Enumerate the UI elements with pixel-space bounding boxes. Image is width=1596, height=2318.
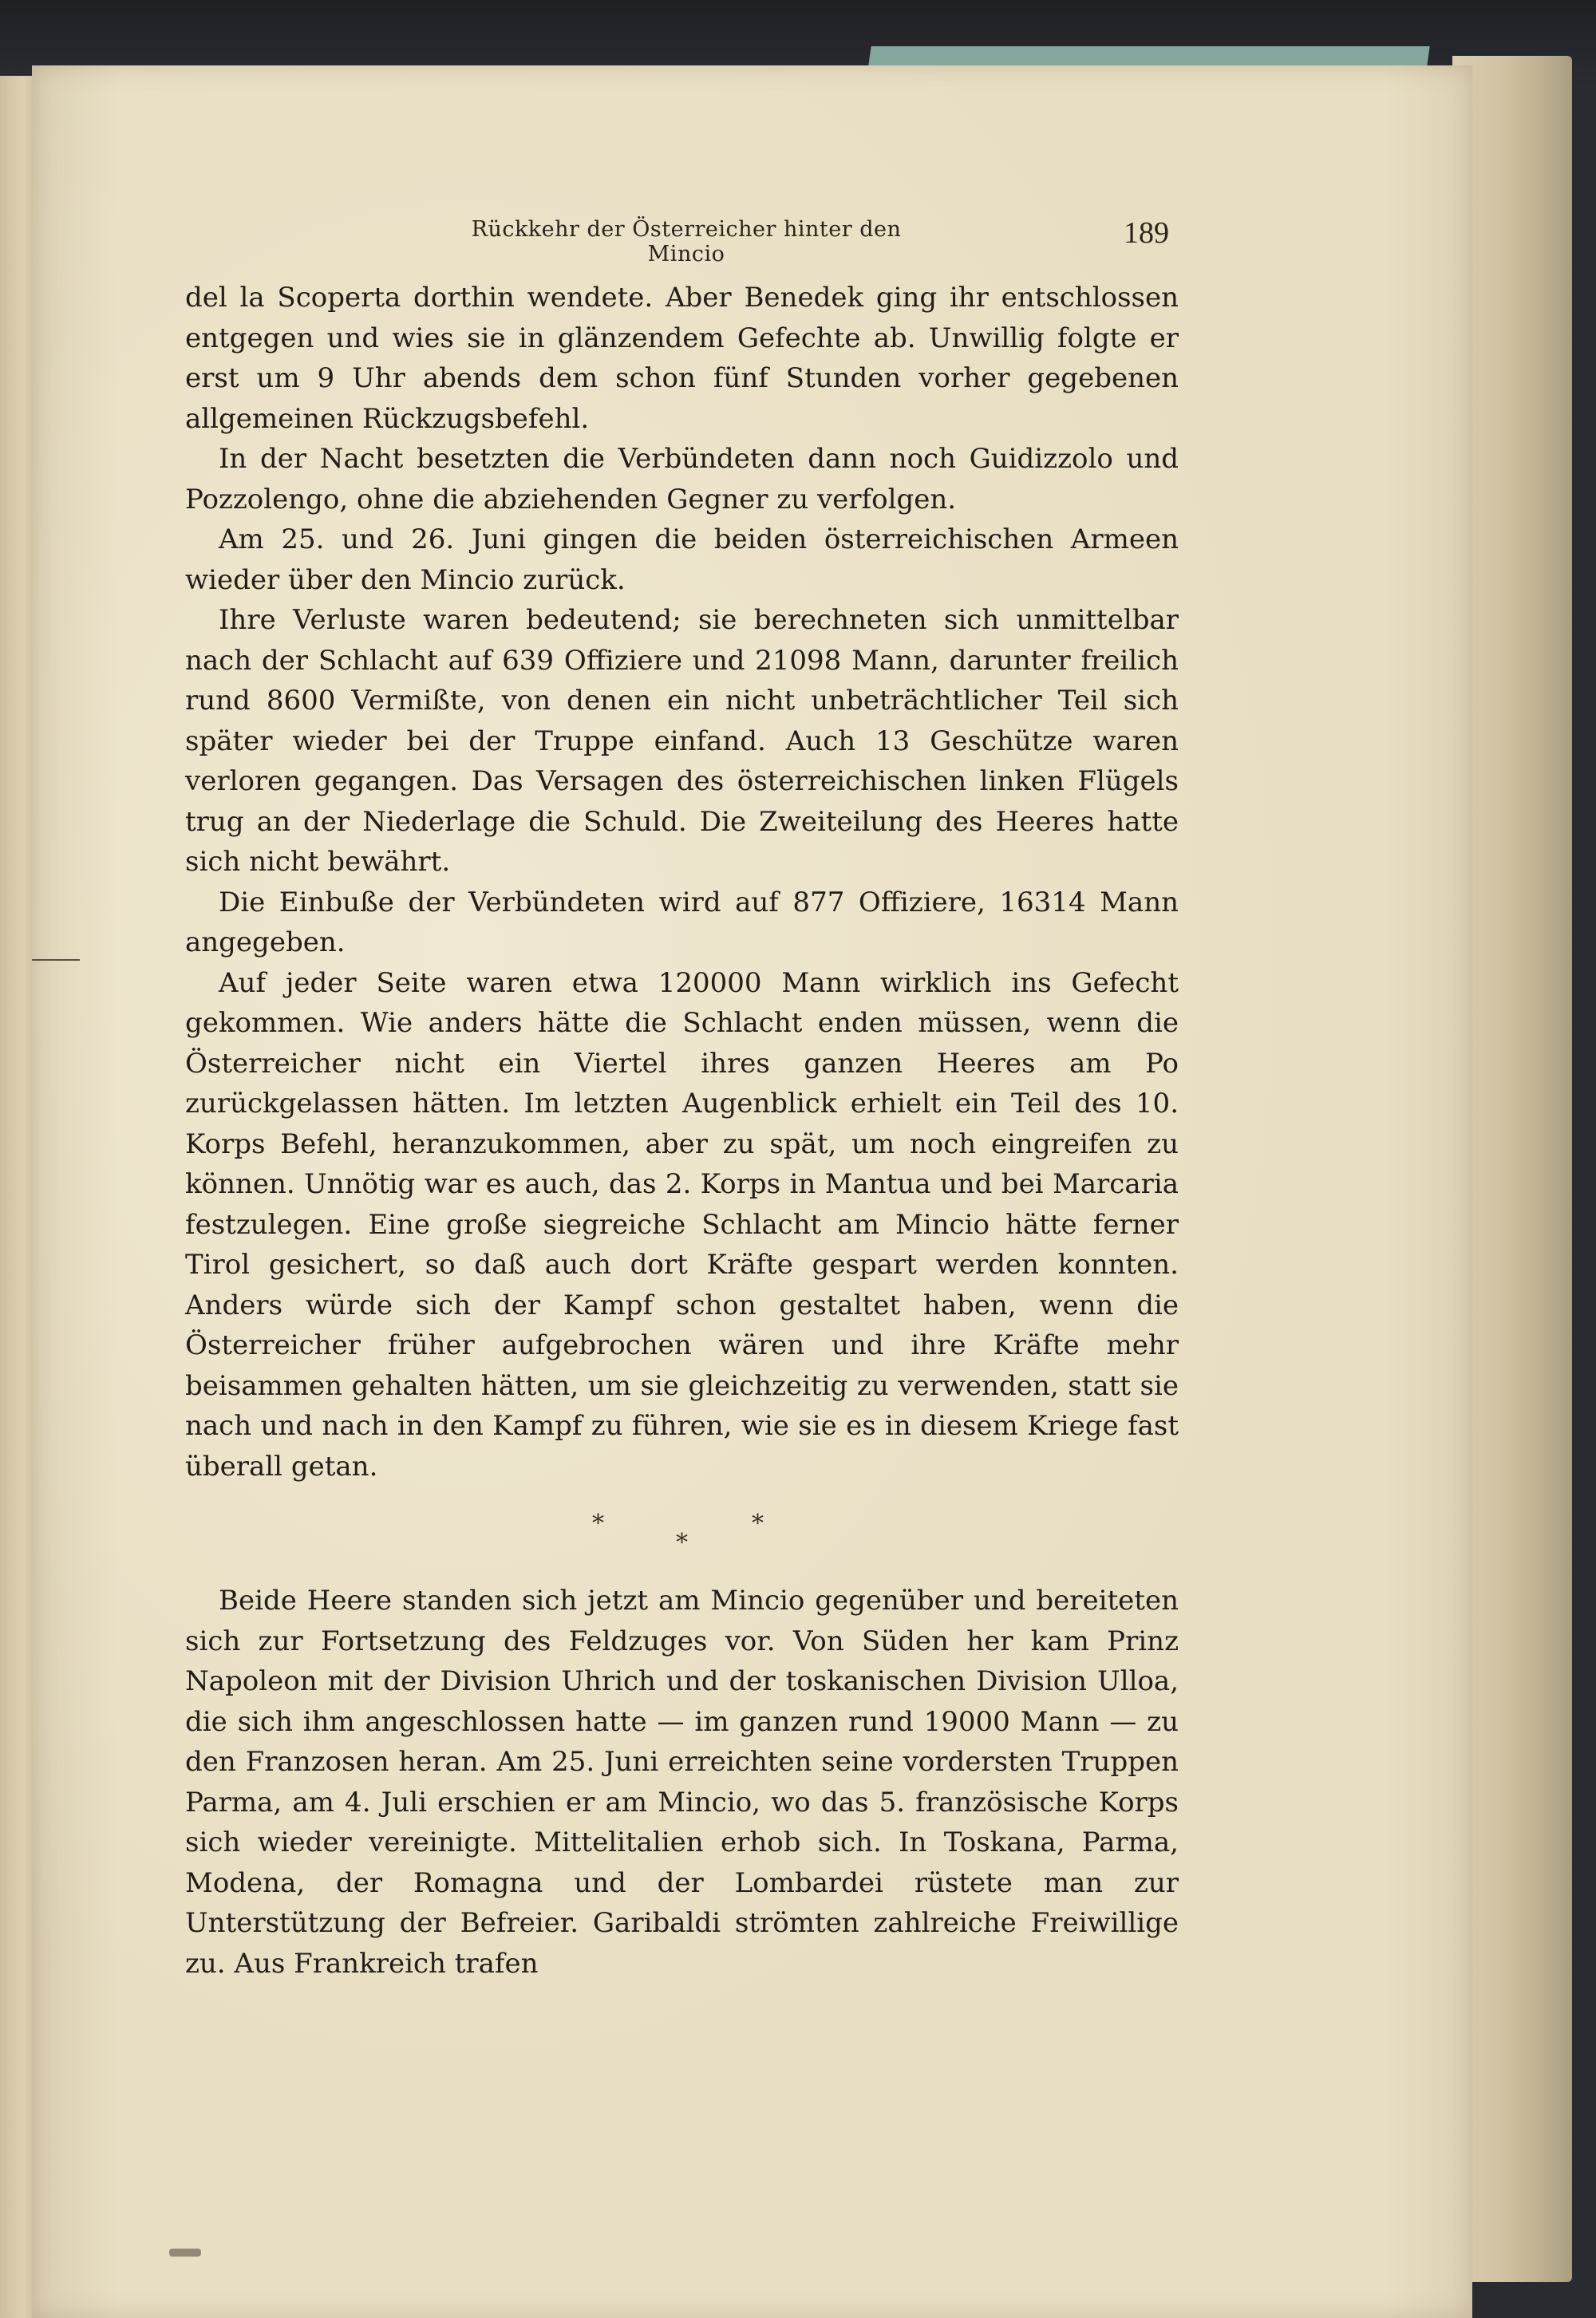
asterisk: * xyxy=(752,1510,764,1538)
paragraph: In der Nacht besetzten die Verbündeten dann noch Guidizzolo und Pozzolengo, ohne die abziehenden Gegner zu verfolgen. xyxy=(185,443,1179,515)
section-separator xyxy=(185,1487,1179,1581)
asterisk: * xyxy=(676,1529,688,1557)
body-text xyxy=(185,278,1179,1984)
book-cover-edge xyxy=(868,46,1429,65)
paragraph: Ihre Verluste waren bedeutend; sie berechneten sich unmittelbar nach der Schlacht auf 639 Offiziere und 21098 Mann, darunter freilich rund 8600 Vermißte, von denen ein nicht unbeträchtlicher Teil sich später wieder bei der Truppe einfand. Auch 13 Geschütze waren verloren gegangen. Das Versagen des österreichischen linken Flügels trug an der Niederlage die Schuld. Die Zweiteilung des Heeres hatte sich nicht bewährt. xyxy=(185,604,1179,878)
asterisk: * xyxy=(592,1510,604,1538)
gutter-mark xyxy=(32,959,80,961)
running-head: Rückkehr der Österreicher hinter den Mincio xyxy=(471,217,902,267)
paragraph: Beide Heere standen sich jetzt am Mincio gegenüber und bereiteten sich zur Fortsetzung des Feldzuges vor. Von Süden her kam Prinz Napoleon mit der Division Uhrich und der toskanischen Division Ulloa, die sich ihm angeschlossen hatte — im ganzen rund 19000 Mann — zu den Franzosen heran. Am 25. Juni erreichten seine vordersten Truppen Parma, am 4. Juli erschien er am Mincio, wo das 5. französische Korps sich wieder vereinigte. Mittelitalien erhob sich. In Toskana, Parma, Modena, der Romagna und der Lombardei rüstete man zur Unterstützung der Befreier. Garibaldi strömten zahlreiche Freiwillige zu. Aus Frankreich trafen xyxy=(185,1585,1179,1980)
paragraph: Am 25. und 26. Juni gingen die beiden österreichischen Armeen wieder über den Mincio zurück. xyxy=(185,523,1179,596)
paragraph: Auf jeder Seite waren etwa 120000 Mann wirklich ins Gefecht gekommen. Wie anders hätte die Schlacht enden müssen, wenn die Österreicher nicht ein Viertel ihres ganzen Heeres am Po zurückgelassen hätten. Im letzten Augenblick erhielt ein Teil des 10. Korps Befehl, heranzukommen, aber zu spät, um noch eingreifen zu können. Unnötig war es auch, das 2. Korps in Mantua und bei Marcaria festzulegen. Eine große siegreiche Schlacht am Mincio hätte ferner Tirol gesichert, so daß auch dort Kräfte gespart werden konnten. Anders würde sich der Kampf schon gestaltet haben, wenn die Österreicher früher aufgebrochen wären und ihre Kräfte mehr beisammen gehalten hätten, um sie gleichzeitig zu verwenden, statt sie nach und nach in den Kampf zu führen, wie sie es in diesem Kriege fast überall getan. xyxy=(185,966,1179,1483)
paragraph: del la Scoperta dorthin wendete. Aber Benedek ging ihr entschlossen entgegen und wies sie in glänzendem Gefechte ab. Unwillig folgte er erst um 9 Uhr abends dem schon fünf Stunden vorher gegebenen allgemeinen Rückzugsbefehl. xyxy=(185,282,1179,435)
ink-smudge xyxy=(169,2249,201,2257)
page-number: 189 xyxy=(1124,216,1169,250)
paragraph: Die Einbuße der Verbündeten wird auf 877 Offiziere, 16314 Mann angegeben. xyxy=(185,886,1179,958)
